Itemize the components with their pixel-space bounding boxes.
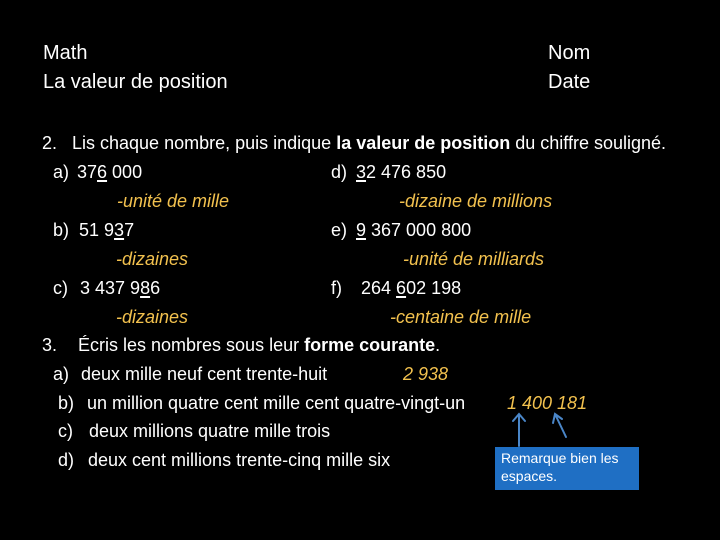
q3-item-text: deux millions quatre mille trois [89,421,331,441]
arrow-icon [513,414,525,446]
q3-item-label: a) [53,364,70,384]
q2-item-number: 51 937 [79,220,135,240]
q3-number: 3. [42,335,58,355]
q2-item-answer: -unité de mille [117,191,230,211]
q2-number: 2. [42,133,58,153]
q2-item-label: c) [53,278,68,298]
q2-instruction: Lis chaque nombre, puis indique la valeur de position du chiffre souligné. [72,133,667,153]
q2-item-number: 32 476 850 [356,162,447,182]
q3-item-text: deux cent millions trente-cinq mille six [88,450,391,470]
q2-item-answer: -centaine de mille [390,307,532,327]
q2-item-answer: -dizaines [116,307,189,327]
q3-item-text: un million quatre cent mille cent quatre-vingt-un [87,393,466,413]
subject-title: Math [43,42,88,64]
q3-item-label: b) [58,393,75,413]
topic-title: La valeur de position [43,71,228,93]
q2-item-label: e) [331,220,348,240]
arrow-icon [553,414,566,437]
q3-item-answer: 2 938 [403,364,449,384]
date-label: Date [548,71,591,93]
q2-item-number: 376 000 [77,162,143,182]
q2-item-label: f) [331,278,342,298]
q3-item-answer: 1 400 181 [507,393,588,413]
q2-item-label: b) [53,220,70,240]
spacing-note: Remarque bien les espaces. [495,447,639,490]
q2-item-label: d) [331,162,348,182]
q2-item-answer: -unité de milliards [403,249,545,269]
q2-item-label: a) [53,162,70,182]
name-label: Nom [548,42,591,64]
q2-item-number: 3 437 986 [80,278,161,298]
q3-instruction: Écris les nombres sous leur forme courante. [78,335,441,355]
q3-item-label: c) [58,421,73,441]
q2-item-answer: -dizaine de millions [399,191,553,211]
q2-item-number: 264 602 198 [361,278,462,298]
q3-item-text: deux mille neuf cent trente-huit [81,364,328,384]
q2-item-answer: -dizaines [116,249,189,269]
q2-item-number: 9 367 000 800 [356,220,472,240]
q3-item-label: d) [58,450,75,470]
